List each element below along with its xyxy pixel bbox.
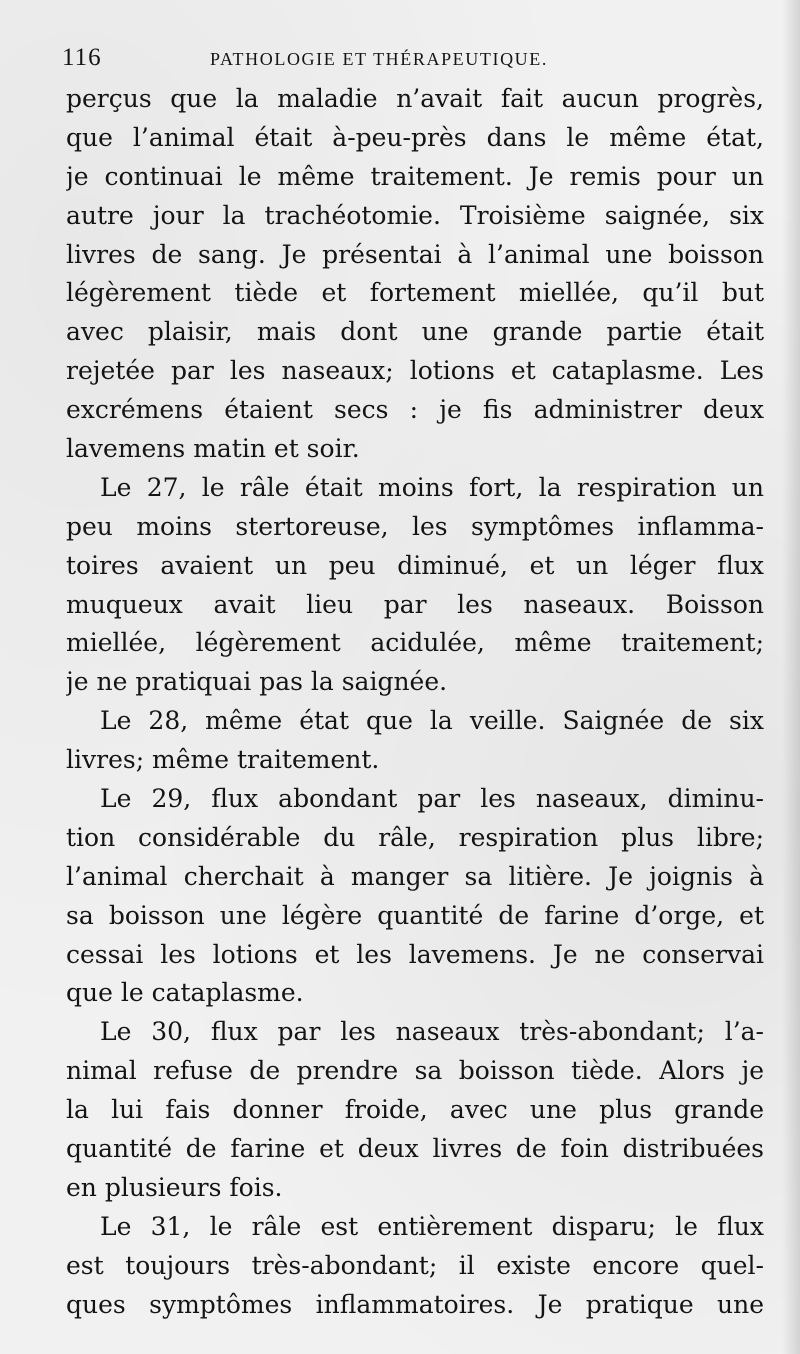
text-line: cessai les lotions et les lavemens. Je ne conservai	[66, 939, 764, 969]
text-line: est toujours très-abondant; il existe encore quel-	[66, 1250, 764, 1280]
text-line: sa boisson une légère quantité de farine d’orge, et	[66, 900, 764, 930]
paragraph-first-line: Le 28, même état que la veille. Saignée de six	[100, 706, 764, 736]
text-line: la lui fais donner froide, avec une plus grande	[66, 1095, 764, 1125]
text-line: autre jour la trachéotomie. Troisième saignée, six	[66, 200, 764, 230]
paragraph-first-line: Le 29, flux abondant par les naseaux, diminu-	[100, 784, 764, 814]
paragraph-first-line: Le 27, le râle était moins fort, la respiration un	[100, 472, 764, 502]
running-title: PATHOLOGIE ET THÉRAPEUTIQUE.	[210, 49, 548, 69]
text-line: perçus que la maladie n’avait fait aucun progrès,	[66, 84, 764, 113]
body-text	[66, 80, 764, 1325]
text-line: je continuai le même traitement. Je remis pour un	[66, 161, 764, 191]
text-line: en plusieurs fois.	[66, 1172, 283, 1202]
text-line: miellée, légèrement acidulée, même traitement;	[66, 628, 764, 658]
text-line: tion considérable du râle, respiration plus libre;	[66, 822, 764, 852]
text-line: que l’animal était à-peu-près dans le même état,	[66, 122, 764, 152]
text-line: l’animal cherchait à manger sa litière. Je joignis à	[66, 861, 764, 891]
paragraph-first-line: Le 30, flux par les naseaux très-abondant; l’a-	[100, 1017, 764, 1047]
text-line: peu moins stertoreuse, les symptômes inflamma-	[66, 511, 764, 541]
text-line: ques symptômes inflammatoires. Je pratique une	[66, 1289, 764, 1319]
text-line: toires avaient un peu diminué, et un léger flux	[66, 550, 764, 580]
paragraph-first-line: Le 31, le râle est entièrement disparu; le flux	[100, 1211, 764, 1241]
text-line: légèrement tiède et fortement miellée, qu’il but	[66, 278, 764, 308]
text-line: nimal refuse de prendre sa boisson tiède. Alors je	[66, 1056, 764, 1086]
text-line: livres de sang. Je présentai à l’animal une boisson	[66, 239, 764, 269]
text-line: muqueux avait lieu par les naseaux. Boisson	[66, 589, 764, 619]
text-line: avec plaisir, mais dont une grande partie était	[66, 317, 764, 347]
text-line: livres; même traitement.	[66, 745, 380, 775]
text-line: excrémens étaient secs : je fis administrer deux	[66, 395, 764, 425]
text-line: je ne pratiquai pas la saignée.	[66, 667, 448, 697]
text-line: que le cataplasme.	[66, 978, 304, 1008]
text-line: rejetée par les naseaux; lotions et cataplasme. Les	[66, 356, 764, 386]
text-line: quantité de farine et deux livres de foin distribuées	[66, 1134, 764, 1164]
page-header	[62, 44, 768, 74]
text-line: lavemens matin et soir.	[66, 434, 360, 464]
page-number: 116	[62, 44, 102, 71]
page-edge-shadow	[782, 0, 800, 1354]
